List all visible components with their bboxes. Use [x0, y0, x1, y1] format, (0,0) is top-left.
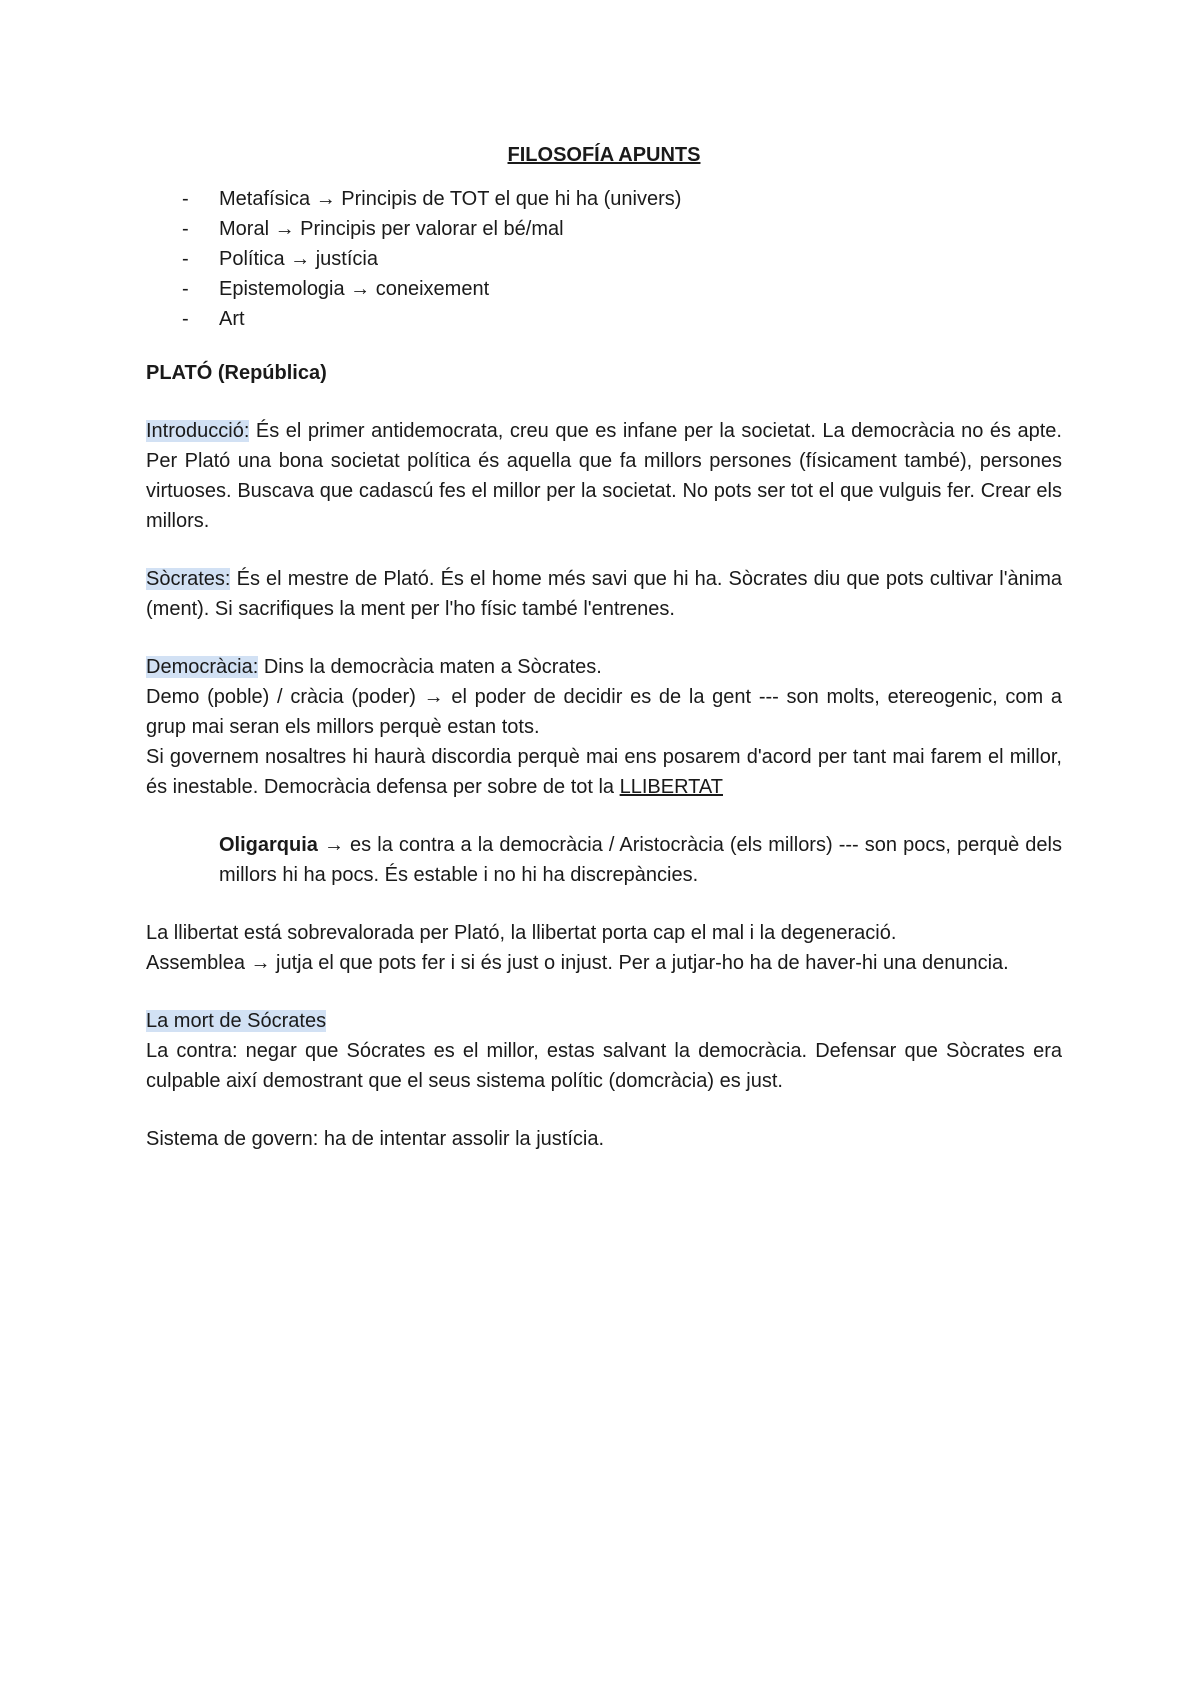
section-title: PLATÓ (República)	[146, 362, 327, 384]
list-item	[146, 184, 1062, 214]
intro-paragraph	[146, 416, 1062, 536]
democracia-line-3-text: Si governem nosaltres hi haurà discordia perquè mai ens posarem d'acord per tant mai farem el millor, és inestable. Democràcia defensa per sobre de tot la	[146, 746, 1062, 798]
list-item	[146, 214, 1062, 244]
mort-paragraph: La contra: negar que Sócrates es el millor, estas salvant la democràcia. Defensar que Sòcrates era culpable així demostrant que el seus sistema polític (domcràcia) es just.	[146, 1040, 1062, 1092]
list-item-text: Moral → Principis per valorar el bé/mal	[219, 218, 564, 240]
list-dash: -	[182, 248, 189, 270]
oligarquia-paragraph	[219, 830, 1062, 890]
democracia-paragraph	[146, 652, 1062, 682]
llibertat-line-2: Assemblea → jutja el que pots fer i si és just o injust. Per a jutjar-ho ha de haver-hi una denuncia.	[146, 952, 1009, 974]
democracia-line-2: Demo (poble) / cràcia (poder) → el poder de decidir es de la gent --- son molts, etereogenic, com a grup mai seran els millors perquè estan tots.	[146, 686, 1062, 738]
socrates-label: Sòcrates:	[146, 568, 231, 590]
socrates-paragraph	[146, 564, 1062, 624]
sistema-paragraph: Sistema de govern: ha de intentar assolir la justícia.	[146, 1128, 605, 1150]
list-item	[146, 274, 1062, 304]
document-title: FILOSOFÍA APUNTS	[507, 144, 701, 166]
socrates-text: És el mestre de Plató. És el home més savi que hi ha. Sòcrates diu que pots cultivar l'ànima (ment). Si sacrifiques la ment per l'ho físic també l'entrenes.	[146, 568, 1062, 620]
mort-heading: La mort de Sócrates	[146, 1010, 327, 1032]
list-item	[146, 244, 1062, 274]
document-page	[146, 140, 1062, 1154]
list-item-text: Política → justícia	[219, 248, 378, 270]
list-item-text: Epistemologia → coneixement	[219, 278, 490, 300]
list-item-text: Metafísica → Principis de TOT el que hi ha (univers)	[219, 188, 682, 210]
oligarquia-text: → es la contra a la democràcia / Aristocràcia (els millors) --- son pocs, perquè dels millors hi ha pocs. És estable i no hi ha discrepàncies.	[219, 834, 1062, 886]
llibertat-line-1: La llibertat está sobrevalorada per Plató, la llibertat porta cap el mal i la degeneració.	[146, 922, 897, 944]
democracia-text: Dins la democràcia maten a Sòcrates.	[258, 656, 602, 678]
oligarquia-label: Oligarquia	[219, 834, 318, 856]
democracia-label: Democràcia:	[146, 656, 259, 678]
mort-heading-line	[146, 1006, 1062, 1036]
topics-list	[146, 184, 1062, 334]
list-item	[146, 304, 1062, 334]
list-dash: -	[182, 308, 189, 330]
intro-text: És el primer antidemocrata, creu que es infane per la societat. La democràcia no és apte. Per Plató una bona societat política és aquella que fa millors persones (físicament també), persones virtuoses. Buscava que cadascú fes el millor per la societat. No pots ser tot el que vulguis fer. Crear els millors.	[146, 420, 1062, 532]
list-dash: -	[182, 218, 189, 240]
intro-label: Introducció:	[146, 420, 250, 442]
list-item-text: Art	[219, 308, 245, 330]
list-dash: -	[182, 278, 189, 300]
list-dash: -	[182, 188, 189, 210]
democracia-line-3	[146, 742, 1062, 802]
llibertat-underlined: LLIBERTAT	[619, 776, 723, 798]
